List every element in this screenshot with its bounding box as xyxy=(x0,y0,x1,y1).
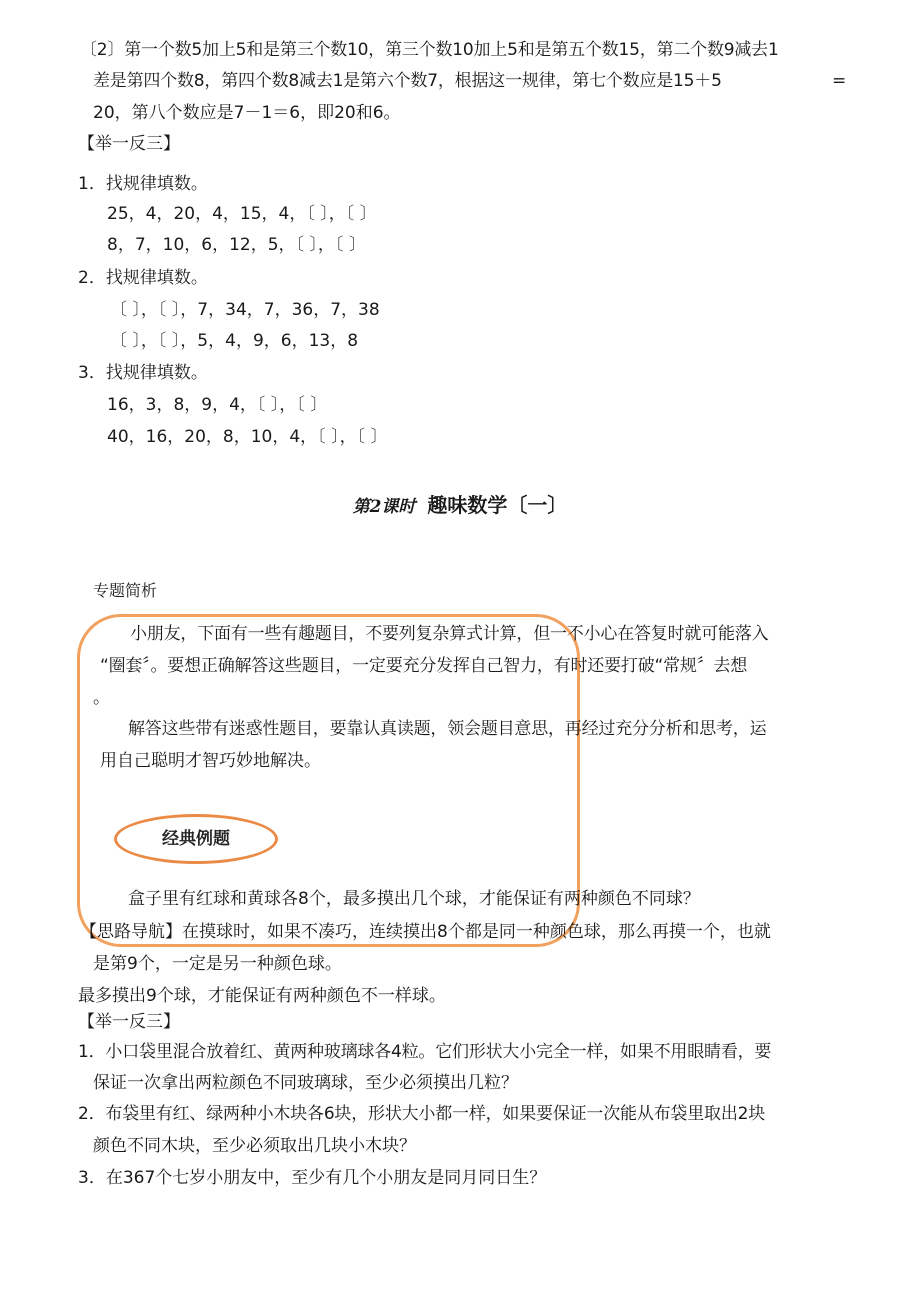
example-answer: 最多摸出9个球，才能保证有两种颜色不一样球。 xyxy=(78,986,446,1006)
lesson-label: 第2课时 xyxy=(352,497,416,517)
practice-1-q1-row-1: 25，4，20，4，15，4，〔 〕，〔 〕 xyxy=(107,204,377,224)
hint-line-1 xyxy=(80,920,771,944)
lesson-topic: 趣味数学〔一〕 xyxy=(427,493,568,517)
practice-2-q1-line-1: 1．小口袋里混合放着红、黄两种玻璃球各4粒。它们形状大小完全一样，如果不用眼睛看，要 xyxy=(78,1042,772,1062)
topic-intro-line-5: 用自己聪明才智巧妙地解决。 xyxy=(100,751,321,771)
hint-label: 【思路导航】 xyxy=(80,922,182,942)
hint-text-1: 在摸球时，如果不凑巧，连续摸出8个都是同一种颜色球，那么再摸一个，也就 xyxy=(182,922,771,942)
solution-line-3: 20，第八个数应是7－1＝6，即20和6。 xyxy=(93,103,401,123)
solution-line-2: 差是第四个数8，第四个数8减去1是第六个数7，根据这一规律，第七个数应是15＋5 xyxy=(93,71,722,91)
topic-intro-heading: 专题简析 xyxy=(93,581,158,600)
example-question: 盒子里有红球和黄球各8个，最多摸出几个球，才能保证有两种颜色不同球？ xyxy=(128,889,700,909)
practice-1-question-2: 2．找规律填数。 xyxy=(78,268,208,288)
practice-1-question-3: 3．找规律填数。 xyxy=(78,363,208,383)
topic-intro-line-1: 小朋友，下面有一些有趣题目，不要列复杂算式计算，但一不小心在答复时就可能落入 xyxy=(130,624,769,644)
solution-equals: = xyxy=(832,71,847,91)
lesson-title xyxy=(0,490,920,522)
topic-intro-line-2: “圈套〞。要想正确解答这些题目，一定要充分发挥自己智力，有时还要打破“常规〞去想 xyxy=(100,656,748,676)
practice-1-q3-row-1: 16，3，8，9，4，〔 〕，〔 〕 xyxy=(107,395,328,415)
section-heading-practice-2: 【举一反三】 xyxy=(78,1012,180,1032)
practice-1-question-1: 1．找规律填数。 xyxy=(78,174,208,194)
topic-intro-line-3: 。 xyxy=(93,688,110,708)
solution-line-1: 〔2〕第一个数5加上5和是第三个数10，第三个数10加上5和是第五个数15，第二个数9减去1 xyxy=(80,40,779,60)
practice-1-q2-row-1: 〔 〕，〔 〕，7，34，7，36，7，38 xyxy=(110,300,380,320)
practice-2-q2-line-1: 2．布袋里有红、绿两种小木块各6块，形状大小都一样，如果要保证一次能从布袋里取出2块 xyxy=(78,1104,766,1124)
practice-1-q1-row-2: 8，7，10，6，12，5，〔 〕，〔 〕 xyxy=(107,235,366,255)
practice-2-q1-line-2: 保证一次拿出两粒颜色不同玻璃球，至少必须摸出几粒？ xyxy=(93,1073,518,1093)
section-heading-practice-1: 【举一反三】 xyxy=(78,134,180,154)
practice-2-q2-line-2: 颜色不同木块，至少必须取出几块小木块？ xyxy=(93,1136,416,1156)
practice-2-q3-line-1: 3．在367个七岁小朋友中，至少有几个小朋友是同月同日生？ xyxy=(78,1168,547,1188)
practice-1-q3-row-2: 40，16，20，8，10，4，〔 〕，〔 〕 xyxy=(107,427,388,447)
practice-1-q2-row-2: 〔 〕，〔 〕，5，4，9，6，13，8 xyxy=(110,331,359,351)
hint-line-2: 是第9个，一定是另一种颜色球。 xyxy=(93,954,342,974)
classic-example-label: 经典例题 xyxy=(162,829,230,849)
topic-intro-line-4: 解答这些带有迷惑性题目，要靠认真读题，领会题目意思，再经过充分分析和思考，运 xyxy=(128,719,767,739)
